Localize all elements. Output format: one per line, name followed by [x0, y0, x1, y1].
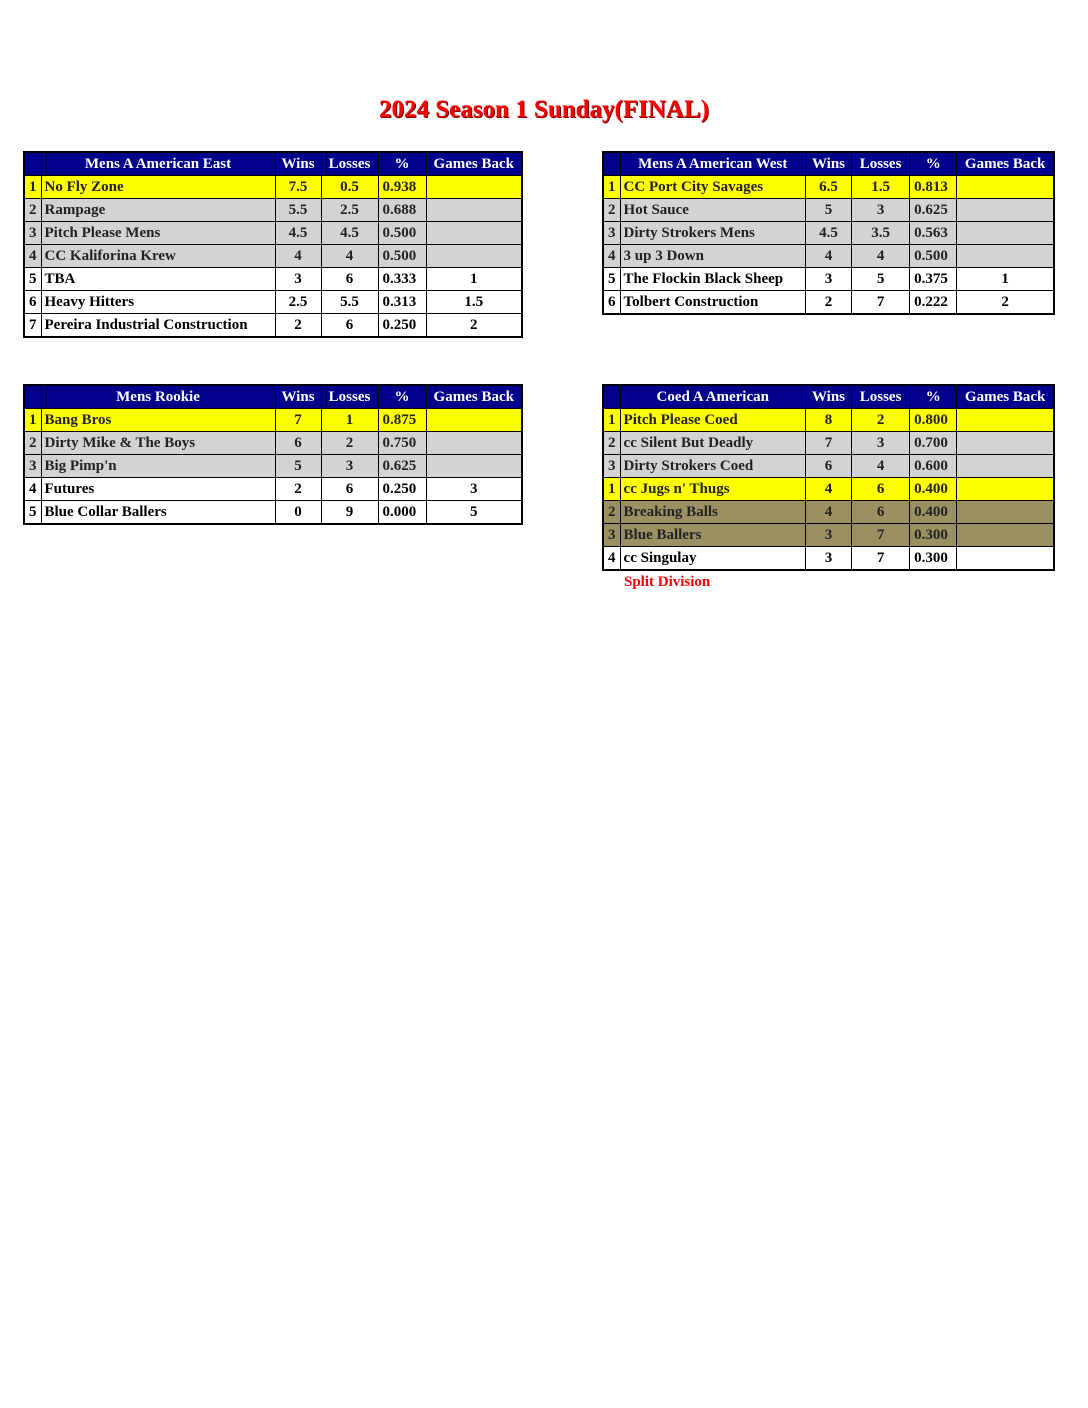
table-row: [24, 291, 522, 314]
games-back-cell: [957, 547, 1054, 571]
losses-cell: 3: [852, 199, 910, 222]
table-row: [603, 547, 1054, 571]
losses-cell: 6: [321, 478, 378, 501]
games-back-cell: [957, 199, 1054, 222]
rank-cell: 3: [24, 222, 41, 245]
wins-cell: 7.5: [275, 176, 321, 199]
table-row: [603, 524, 1054, 547]
wins-cell: 0: [275, 501, 321, 525]
pct-cell: 0.333: [378, 268, 426, 291]
rank-cell: 3: [603, 222, 620, 245]
division-name: Mens Rookie: [41, 385, 275, 409]
games-back-header: Games Back: [426, 152, 522, 176]
games-back-cell: [426, 245, 522, 268]
losses-header: Losses: [321, 152, 378, 176]
table-row: [24, 409, 522, 432]
table-row: [24, 199, 522, 222]
pct-cell: 0.600: [910, 455, 957, 478]
rank-cell: 1: [603, 478, 620, 501]
rank-header: [24, 385, 41, 409]
team-name: 3 up 3 Down: [620, 245, 805, 268]
team-name: Blue Collar Ballers: [41, 501, 275, 525]
table-row: [24, 268, 522, 291]
team-name: Big Pimp'n: [41, 455, 275, 478]
rank-cell: 6: [603, 291, 620, 315]
losses-cell: 6: [321, 314, 378, 338]
rank-cell: 1: [603, 409, 620, 432]
table-row: [24, 245, 522, 268]
split-division-note: Split Division: [624, 574, 711, 590]
rank-cell: 6: [24, 291, 41, 314]
table-row: [24, 455, 522, 478]
wins-cell: 2: [275, 314, 321, 338]
games-back-cell: 1: [957, 268, 1054, 291]
rank-header: [603, 385, 620, 409]
team-name: Futures: [41, 478, 275, 501]
division-name: Coed A American: [620, 385, 805, 409]
table-row: [603, 245, 1054, 268]
rank-cell: 2: [24, 199, 41, 222]
table-row: [24, 478, 522, 501]
team-name: Hot Sauce: [620, 199, 805, 222]
team-name: Dirty Mike & The Boys: [41, 432, 275, 455]
losses-cell: 4: [321, 245, 378, 268]
rank-cell: 5: [24, 501, 41, 525]
wins-cell: 4: [805, 245, 851, 268]
rank-cell: 1: [603, 176, 620, 199]
losses-header: Losses: [852, 152, 910, 176]
rank-cell: 3: [603, 455, 620, 478]
losses-cell: 5: [852, 268, 910, 291]
losses-cell: 2: [852, 409, 910, 432]
games-back-cell: [957, 455, 1054, 478]
wins-cell: 5.5: [275, 199, 321, 222]
header-row: [603, 385, 1054, 409]
division-name: Mens A American East: [41, 152, 275, 176]
team-name: The Flockin Black Sheep: [620, 268, 805, 291]
team-name: cc Jugs n' Thugs: [620, 478, 805, 501]
games-back-cell: [957, 245, 1054, 268]
rank-cell: 4: [24, 245, 41, 268]
losses-cell: 6: [852, 501, 910, 524]
wins-cell: 2.5: [275, 291, 321, 314]
wins-cell: 4: [805, 501, 851, 524]
wins-cell: 8: [805, 409, 851, 432]
rank-cell: 3: [24, 455, 41, 478]
games-back-cell: [957, 222, 1054, 245]
rank-cell: 5: [24, 268, 41, 291]
pct-cell: 0.500: [378, 245, 426, 268]
games-back-cell: 2: [426, 314, 522, 338]
wins-cell: 4: [805, 478, 851, 501]
table-row: [603, 291, 1054, 315]
losses-cell: 4: [852, 245, 910, 268]
pct-header: %: [378, 152, 426, 176]
rank-cell: 3: [603, 524, 620, 547]
losses-cell: 3: [852, 432, 910, 455]
rank-cell: 2: [24, 432, 41, 455]
pct-cell: 0.750: [378, 432, 426, 455]
team-name: Heavy Hitters: [41, 291, 275, 314]
games-back-cell: 1: [426, 268, 522, 291]
rank-cell: 5: [603, 268, 620, 291]
division-table-mens-rookie: [23, 384, 523, 525]
pct-cell: 0.688: [378, 199, 426, 222]
division-table-mens-a-american-east: [23, 151, 523, 338]
games-back-cell: [426, 455, 522, 478]
losses-cell: 4: [852, 455, 910, 478]
table-row: [603, 222, 1054, 245]
games-back-cell: [426, 222, 522, 245]
team-name: Dirty Strokers Coed: [620, 455, 805, 478]
pct-cell: 0.563: [910, 222, 957, 245]
games-back-cell: [957, 501, 1054, 524]
losses-cell: 1: [321, 409, 378, 432]
pct-cell: 0.313: [378, 291, 426, 314]
rank-cell: 4: [603, 547, 620, 571]
pct-cell: 0.625: [378, 455, 426, 478]
pct-cell: 0.813: [910, 176, 957, 199]
wins-cell: 2: [275, 478, 321, 501]
team-name: No Fly Zone: [41, 176, 275, 199]
team-name: Breaking Balls: [620, 501, 805, 524]
pct-cell: 0.938: [378, 176, 426, 199]
wins-cell: 3: [805, 547, 851, 571]
table-row: [24, 432, 522, 455]
table-row: [24, 314, 522, 338]
games-back-cell: 5: [426, 501, 522, 525]
pct-header: %: [910, 152, 957, 176]
pct-cell: 0.875: [378, 409, 426, 432]
pct-cell: 0.400: [910, 478, 957, 501]
losses-header: Losses: [852, 385, 910, 409]
pct-cell: 0.250: [378, 478, 426, 501]
losses-header: Losses: [321, 385, 378, 409]
rank-cell: 2: [603, 199, 620, 222]
wins-header: Wins: [805, 385, 851, 409]
wins-cell: 4.5: [275, 222, 321, 245]
games-back-cell: 1.5: [426, 291, 522, 314]
pct-cell: 0.000: [378, 501, 426, 525]
table-row: [603, 409, 1054, 432]
games-back-cell: [426, 176, 522, 199]
division-name: Mens A American West: [620, 152, 805, 176]
pct-cell: 0.300: [910, 524, 957, 547]
games-back-header: Games Back: [426, 385, 522, 409]
wins-cell: 6: [805, 455, 851, 478]
team-name: Pitch Please Mens: [41, 222, 275, 245]
wins-cell: 3: [275, 268, 321, 291]
pct-cell: 0.400: [910, 501, 957, 524]
header-row: [603, 152, 1054, 176]
losses-cell: 3: [321, 455, 378, 478]
games-back-cell: [957, 409, 1054, 432]
team-name: Blue Ballers: [620, 524, 805, 547]
pct-cell: 0.700: [910, 432, 957, 455]
wins-header: Wins: [275, 385, 321, 409]
wins-cell: 5: [275, 455, 321, 478]
wins-cell: 6.5: [805, 176, 851, 199]
division-table-coed-a-american: [602, 384, 1055, 571]
games-back-cell: [957, 478, 1054, 501]
losses-cell: 2: [321, 432, 378, 455]
pct-header: %: [378, 385, 426, 409]
pct-cell: 0.800: [910, 409, 957, 432]
games-back-cell: 2: [957, 291, 1054, 315]
games-back-header: Games Back: [957, 152, 1054, 176]
wins-cell: 5: [805, 199, 851, 222]
pct-cell: 0.625: [910, 199, 957, 222]
losses-cell: 6: [852, 478, 910, 501]
wins-cell: 7: [275, 409, 321, 432]
team-name: Bang Bros: [41, 409, 275, 432]
losses-cell: 4.5: [321, 222, 378, 245]
rank-cell: 1: [24, 409, 41, 432]
games-back-cell: [957, 432, 1054, 455]
team-name: CC Port City Savages: [620, 176, 805, 199]
table-row: [603, 455, 1054, 478]
team-name: Dirty Strokers Mens: [620, 222, 805, 245]
games-back-cell: 3: [426, 478, 522, 501]
wins-header: Wins: [275, 152, 321, 176]
pct-cell: 0.300: [910, 547, 957, 571]
table-row: [603, 199, 1054, 222]
team-name: cc Silent But Deadly: [620, 432, 805, 455]
rank-cell: 1: [24, 176, 41, 199]
games-back-cell: [426, 199, 522, 222]
table-row: [603, 478, 1054, 501]
team-name: cc Singulay: [620, 547, 805, 571]
table-row: [603, 268, 1054, 291]
wins-cell: 4.5: [805, 222, 851, 245]
wins-header: Wins: [805, 152, 851, 176]
wins-cell: 3: [805, 524, 851, 547]
header-row: [24, 152, 522, 176]
wins-cell: 4: [275, 245, 321, 268]
table-row: [603, 432, 1054, 455]
table-row: [603, 501, 1054, 524]
division-table-mens-a-american-west: [602, 151, 1055, 315]
rank-cell: 4: [24, 478, 41, 501]
losses-cell: 9: [321, 501, 378, 525]
team-name: Tolbert Construction: [620, 291, 805, 315]
team-name: CC Kaliforina Krew: [41, 245, 275, 268]
table-row: [603, 176, 1054, 199]
pct-cell: 0.500: [378, 222, 426, 245]
losses-cell: 7: [852, 291, 910, 315]
losses-cell: 5.5: [321, 291, 378, 314]
pct-cell: 0.250: [378, 314, 426, 338]
pct-cell: 0.375: [910, 268, 957, 291]
losses-cell: 3.5: [852, 222, 910, 245]
table-row: [24, 176, 522, 199]
pct-cell: 0.222: [910, 291, 957, 315]
pct-header: %: [910, 385, 957, 409]
page-title: 2024 Season 1 Sunday(FINAL): [379, 96, 709, 123]
team-name: Pitch Please Coed: [620, 409, 805, 432]
team-name: Rampage: [41, 199, 275, 222]
losses-cell: 7: [852, 524, 910, 547]
pct-cell: 0.500: [910, 245, 957, 268]
losses-cell: 6: [321, 268, 378, 291]
table-row: [24, 501, 522, 525]
wins-cell: 2: [805, 291, 851, 315]
rank-cell: 2: [603, 501, 620, 524]
rank-header: [603, 152, 620, 176]
rank-header: [24, 152, 41, 176]
team-name: TBA: [41, 268, 275, 291]
losses-cell: 1.5: [852, 176, 910, 199]
games-back-cell: [426, 432, 522, 455]
header-row: [24, 385, 522, 409]
rank-cell: 4: [603, 245, 620, 268]
losses-cell: 7: [852, 547, 910, 571]
losses-cell: 2.5: [321, 199, 378, 222]
wins-cell: 7: [805, 432, 851, 455]
games-back-cell: [957, 524, 1054, 547]
wins-cell: 6: [275, 432, 321, 455]
games-back-cell: [957, 176, 1054, 199]
rank-cell: 7: [24, 314, 41, 338]
team-name: Pereira Industrial Construction: [41, 314, 275, 338]
losses-cell: 0.5: [321, 176, 378, 199]
table-row: [24, 222, 522, 245]
games-back-header: Games Back: [957, 385, 1054, 409]
wins-cell: 3: [805, 268, 851, 291]
games-back-cell: [426, 409, 522, 432]
rank-cell: 2: [603, 432, 620, 455]
